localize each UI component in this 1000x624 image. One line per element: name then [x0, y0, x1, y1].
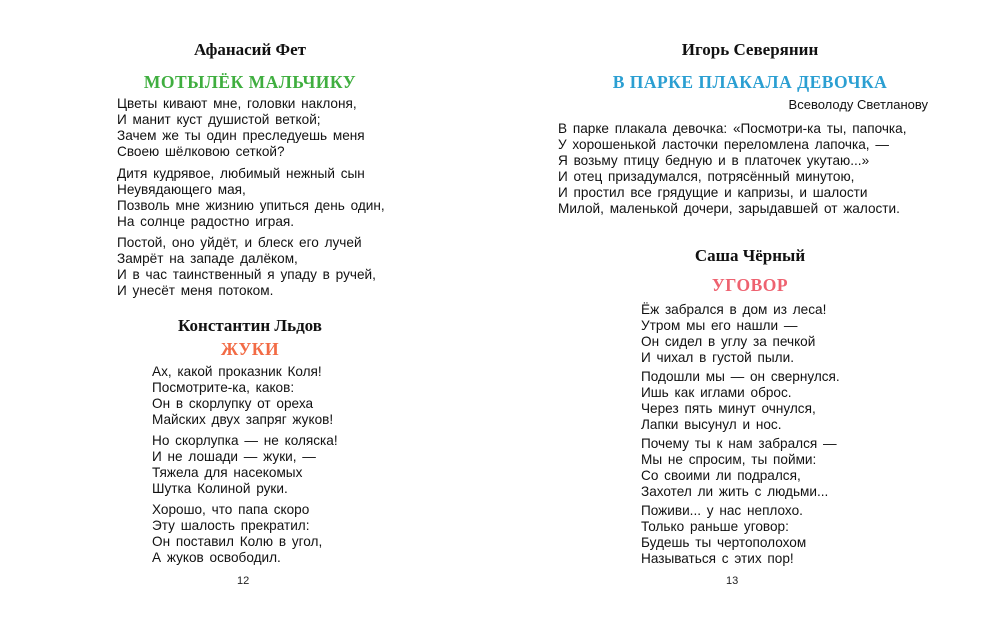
verse-line: Будешь ты чертополохом	[641, 535, 807, 550]
verse-line: Называться с этих пор!	[641, 551, 794, 566]
verse-line: Ёж забрался в дом из леса!	[641, 302, 827, 317]
verse-line: И не лошади — жуки, —	[152, 449, 316, 464]
verse-line: Ишь как иглами оброс.	[641, 385, 792, 400]
verse-line: Подошли мы — он свернулся.	[641, 369, 840, 384]
verse-line: Он сидел в углу за печкой	[641, 334, 816, 349]
verse-line: И в час таинственный я упаду в ручей,	[117, 267, 376, 282]
verse-line: И чихал в густой пыли.	[641, 350, 794, 365]
verse-line: Эту шалость прекратил:	[152, 518, 310, 533]
verse-line: И манит куст душистой веткой;	[117, 112, 321, 127]
verse-line: Поживи... у нас неплохо.	[641, 503, 803, 518]
verse-line: У хорошенькой ласточки переломлена лапочка, —	[558, 137, 889, 152]
verse-line: На солнце радостно играя.	[117, 214, 295, 229]
stanza	[641, 503, 806, 567]
dedication: Всеволоду Светланову	[788, 97, 928, 112]
stanza	[641, 436, 837, 500]
verse-line: Через пять минут очнулся,	[641, 401, 816, 416]
poem-author: Саша Чёрный	[694, 246, 806, 265]
verse-line: Ах, какой проказник Коля!	[152, 364, 322, 379]
verse-line: И отец призадумался, потрясённый минутою,	[558, 169, 855, 184]
poem-title: МОТЫЛЁК МАЛЬЧИКУ	[143, 72, 357, 92]
verse-line: Позволь мне жизнию упиться день один,	[117, 198, 385, 213]
verse-line: Захотел ли жить с людьми...	[641, 484, 829, 499]
verse-line: Почему ты к нам забрался —	[641, 436, 837, 451]
verse-line: Тяжела для насекомых	[152, 465, 303, 480]
verse-line: Хорошо, что папа скоро	[152, 502, 310, 517]
stanza	[152, 364, 333, 428]
stanza	[117, 166, 385, 230]
verse-line: Замрёт на западе далёком,	[117, 251, 298, 266]
stanza	[641, 369, 840, 433]
verse-line: Неувядающего мая,	[117, 182, 246, 197]
verse-line: А жуков освободил.	[152, 550, 281, 565]
verse-line: Милой, маленькой дочери, зарыдавшей от жалости.	[558, 201, 900, 216]
verse-line: Но скорлупка — не коляска!	[152, 433, 338, 448]
poem-title: В ПАРКЕ ПЛАКАЛА ДЕВОЧКА	[612, 72, 888, 92]
page-number: 13	[726, 575, 739, 587]
verse-line: Цветы кивают мне, головки наклоня,	[117, 96, 357, 111]
verse-line: Он поставил Колю в угол,	[152, 534, 323, 549]
verse-line: Он в скорлупку от ореха	[152, 396, 314, 411]
stanza	[152, 433, 338, 497]
stanza	[117, 96, 365, 160]
verse-line: В парке плакала девочка: «Посмотри-ка ты, папочка,	[558, 121, 907, 136]
poem-title: ЖУКИ	[220, 339, 280, 359]
verse-line: Своею шёлковою сеткой?	[117, 144, 285, 159]
verse-line: Только раньше уговор:	[641, 519, 789, 534]
stanza	[117, 235, 376, 299]
verse-line: И унесёт меня потоком.	[117, 283, 274, 298]
verse-line: Постой, оно уйдёт, и блеск его лучей	[117, 235, 362, 250]
verse-line: Мы не спросим, ты пойми:	[641, 452, 817, 467]
poem-author: Афанасий Фет	[193, 40, 307, 59]
stanza	[641, 302, 826, 366]
verse-line: И простил все грядущие и капризы, и шалости	[558, 185, 868, 200]
verse-line: Посмотрите-ка, каков:	[152, 380, 295, 395]
page-number: 12	[237, 575, 250, 587]
verse-line: Дитя кудрявое, любимый нежный сын	[117, 166, 365, 181]
stanza	[152, 502, 322, 566]
poem-title: УГОВОР	[711, 275, 789, 295]
verse-line: Майских двух запряг жуков!	[152, 412, 334, 427]
verse-line: Шутка Колиной руки.	[152, 481, 288, 496]
poem-author: Константин Льдов	[178, 316, 322, 335]
verse-line: Лапки высунул и нос.	[641, 417, 782, 432]
verse-line: Утром мы его нашли —	[641, 318, 798, 333]
stanza	[558, 121, 907, 217]
verse-line: Зачем же ты один преследуешь меня	[117, 128, 365, 143]
verse-line: Я возьму птицу бедную и в платочек укутаю...»	[558, 153, 870, 168]
poem-author: Игорь Северянин	[681, 40, 819, 59]
verse-line: Со своими ли подрался,	[641, 468, 801, 483]
right-page	[500, 0, 1000, 624]
